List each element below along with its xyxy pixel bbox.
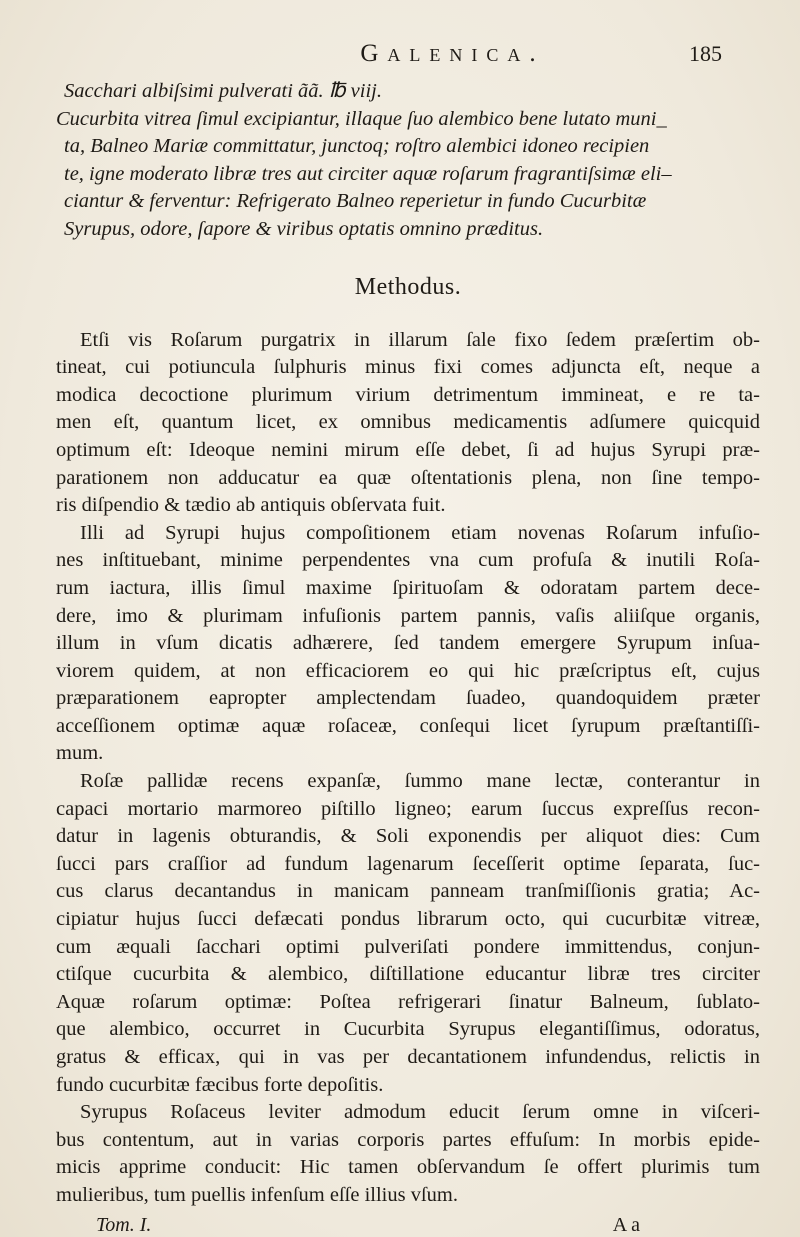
text-line: datur in lagenis obturandis, & Soli exponendis per aliquot dies: Cum [56,825,760,848]
text-line: Aquæ roſarum optimæ: Poſtea refrigerari ſinatur Balneum, ſublato- [56,990,760,1013]
running-title: Galenica. [360,40,545,67]
paragraph-3 [56,768,760,1099]
text-line: Roſæ pallidæ recens expanſæ, ſummo mane lectæ, conterantur in [80,770,760,793]
paragraph-1 [56,327,760,520]
text-line: cum æquali ſacchari optimi pulveriſati pondere immittendus, conjun- [56,935,760,958]
paragraph-2 [56,520,760,768]
text-line: rum iactura, illis ſimul maxime ſpirituoſam & odoratam partem dece- [56,576,760,599]
text-line: ctiſque cucurbita & alembico, diſtillatione educantur libræ tres circiter [56,963,760,986]
text-line: fundo cucurbitæ fæcibus forte depoſitis. [56,1073,384,1096]
text-line: capaci mortario marmoreo piſtillo ligneo; earum ſuccus expreſſus recon- [56,797,760,820]
text-line: micis apprime conducit: Hic tamen obſervandum ſe offert plurimis tum [56,1156,760,1179]
paragraph-4 [56,1099,760,1209]
section-heading: Methodus. [354,273,462,300]
text-line: cus clarus decantandus in manicam panneam tranſmiſſionis gratia; Ac- [56,880,760,903]
text-line: tineat, cui potiuncula ſulphuris minus fixi comes adjuncta eſt, neque a [56,356,760,379]
recipe-line: te, igne moderato libræ tres aut circiter aquæ roſarum fragrantiſsimæ eli– [64,162,672,185]
text-line: optimum eſt: Ideoque nemini mirum eſſe debet, ſi ad hujus Syrupi præ- [56,438,760,461]
recipe-line: ta, Balneo Mariæ committatur, junctoq; roſtro alembici idoneo recipien [64,135,650,158]
body-text [56,327,760,1210]
text-line: ris diſpendio & tædio ab antiquis obſervata fuit. [56,494,446,517]
text-line: mulieribus, tum puellis infenſum eſſe illius vſum. [56,1183,458,1206]
recipe-line: Sacchari albiſsimi pulverati ãã. ℔ viij. [64,80,382,102]
text-line: gratus & efficax, qui in vas per decantationem infundendus, relictis in [56,1046,760,1068]
text-line: parationem non adducatur ea quæ oſtentationis plena, non ſine tempo- [56,466,760,489]
page-number: 185 [689,41,722,66]
recipe-line: Syrupus, odore, ſapore & viribus optatis omnino præditus. [64,217,544,240]
recipe-line: ciantur & ferventur: Refrigerato Balneo reperietur in fundo Cucurbitæ [64,190,647,213]
text-line: Syrupus Roſaceus leviter admodum educit ſerum omne in viſceri- [80,1101,760,1124]
text-line: cipiatur hujus ſucci defæcati pondus librarum octo, qui cucurbitæ vitreæ, [56,908,760,931]
text-line: bus contentum, aut in varias corporis partes effuſum: In morbis epide- [56,1128,760,1151]
text-line: Illi ad Syrupi hujus compoſitionem etiam novenas Roſarum infuſio- [80,521,760,544]
text-line: nes inſtituebant, minime perpendentes vna cum profuſa & inutili Roſa- [56,549,760,572]
text-line: ſucci pars craſſior ad fundum lagenarum ſeceſſerit optime ſeparata, ſuc- [56,852,760,875]
text-line: præparationem eapropter amplectendam ſuadeo, quandoquidem præter [56,687,760,710]
recipe-line: Cucurbita vitrea ſimul excipiantur, illaque ſuo alembico bene lutato muni_ [56,107,667,130]
text-line: modica decoctione plurimum virium detrimentum immineat, e re ta- [56,383,760,406]
gathering-signature: A a [612,1213,640,1236]
text-line: illum in vſum dicatis adhærere, ſed tandem emergere Syrupum inſua- [56,632,760,655]
page-footer [56,1214,760,1237]
running-head [56,40,760,76]
text-line: men eſt, quantum licet, ex omnibus medicamentis adſumere quicquid [56,411,760,434]
volume-signature: Tom. I. [96,1213,152,1236]
text-line: que alembico, occurret in Cucurbita Syrupus elegantiſſimus, odoratus, [56,1018,760,1041]
text-line: mum. [56,742,104,765]
recipe-block [56,78,760,244]
text-line: acceſſionem optimæ aquæ roſaceæ, conſequi licet ſyrupum præſtantiſſi- [56,714,760,737]
text-line: viorem quidem, at non efficaciorem eo qui hic præſcriptus eſt, cujus [56,659,760,682]
text-line: dere, imo & plurimam infuſionis partem pannis, vaſis aliiſque organis, [56,604,760,627]
text-line: Etſi vis Roſarum purgatrix in illarum ſale fixo ſedem præſertim ob- [80,328,760,351]
